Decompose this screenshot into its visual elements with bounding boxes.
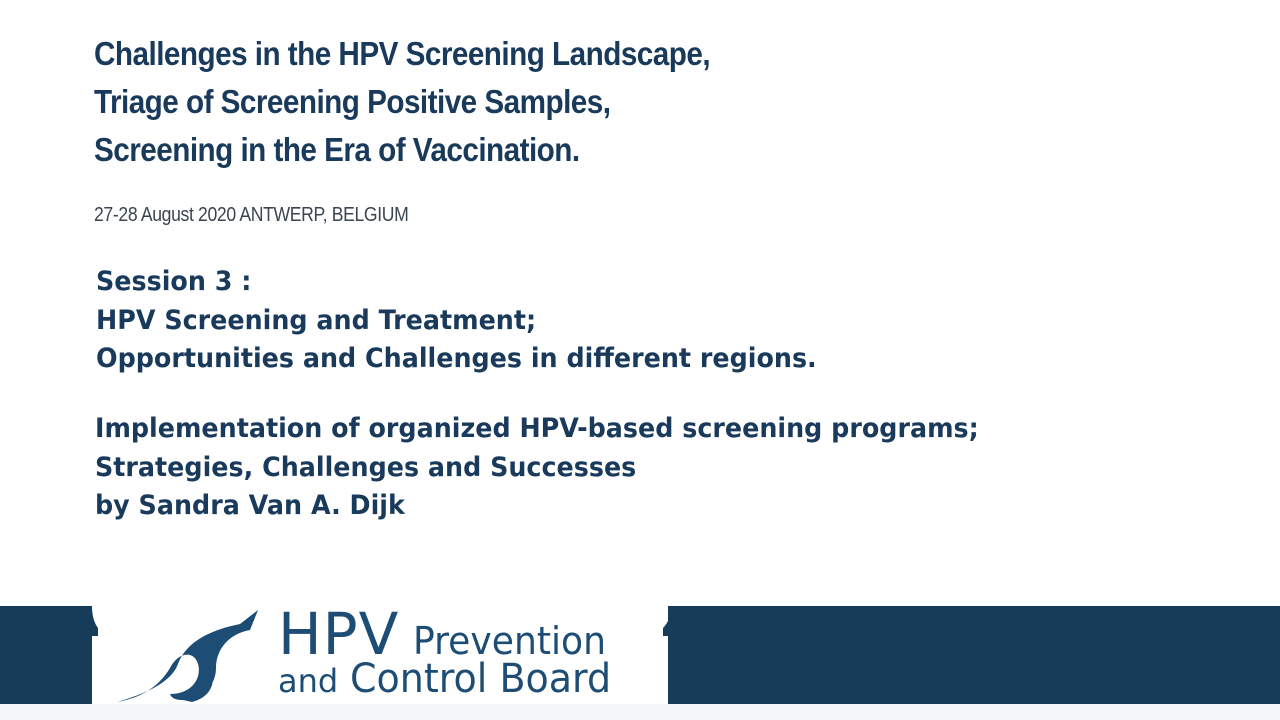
session-title-line-2: Opportunities and Challenges in different regions. bbox=[96, 343, 817, 374]
talk-details bbox=[95, 410, 1045, 526]
logo-word-prevention: Prevention bbox=[413, 619, 607, 663]
footer-bottom-strip bbox=[0, 704, 1280, 720]
footer-bar-left bbox=[0, 606, 92, 704]
date-location: 27-28 August 2020 ANTWERP, BELGIUM bbox=[94, 204, 409, 226]
session-heading bbox=[96, 263, 996, 379]
conference-title bbox=[94, 30, 994, 174]
footer-notch-right bbox=[663, 606, 677, 636]
logo-word-hpv: HPV bbox=[278, 600, 400, 668]
conference-title-line-1: Challenges in the HPV Screening Landscape, bbox=[94, 35, 711, 72]
speaker-name: by Sandra Van A. Dijk bbox=[95, 490, 405, 521]
conference-title-line-2: Triage of Screening Positive Samples, bbox=[94, 83, 611, 120]
conference-title-line-3: Screening in the Era of Vaccination. bbox=[94, 131, 580, 168]
talk-title-line-1: Implementation of organized HPV-based screening programs; bbox=[95, 413, 979, 444]
session-title-line-1: HPV Screening and Treatment; bbox=[96, 304, 537, 336]
footer-notch-left bbox=[86, 606, 98, 636]
logo-word-and: and bbox=[278, 662, 339, 700]
hpv-board-swoosh-logo-icon bbox=[112, 606, 272, 706]
logo-word-control-board: Control Board bbox=[350, 656, 612, 702]
talk-title-line-2: Strategies, Challenges and Successes bbox=[95, 451, 637, 483]
footer-banner bbox=[0, 600, 1280, 720]
footer-bar-right bbox=[668, 606, 1280, 704]
organization-logo-text bbox=[278, 600, 625, 704]
session-number: Session 3 : bbox=[96, 266, 252, 297]
